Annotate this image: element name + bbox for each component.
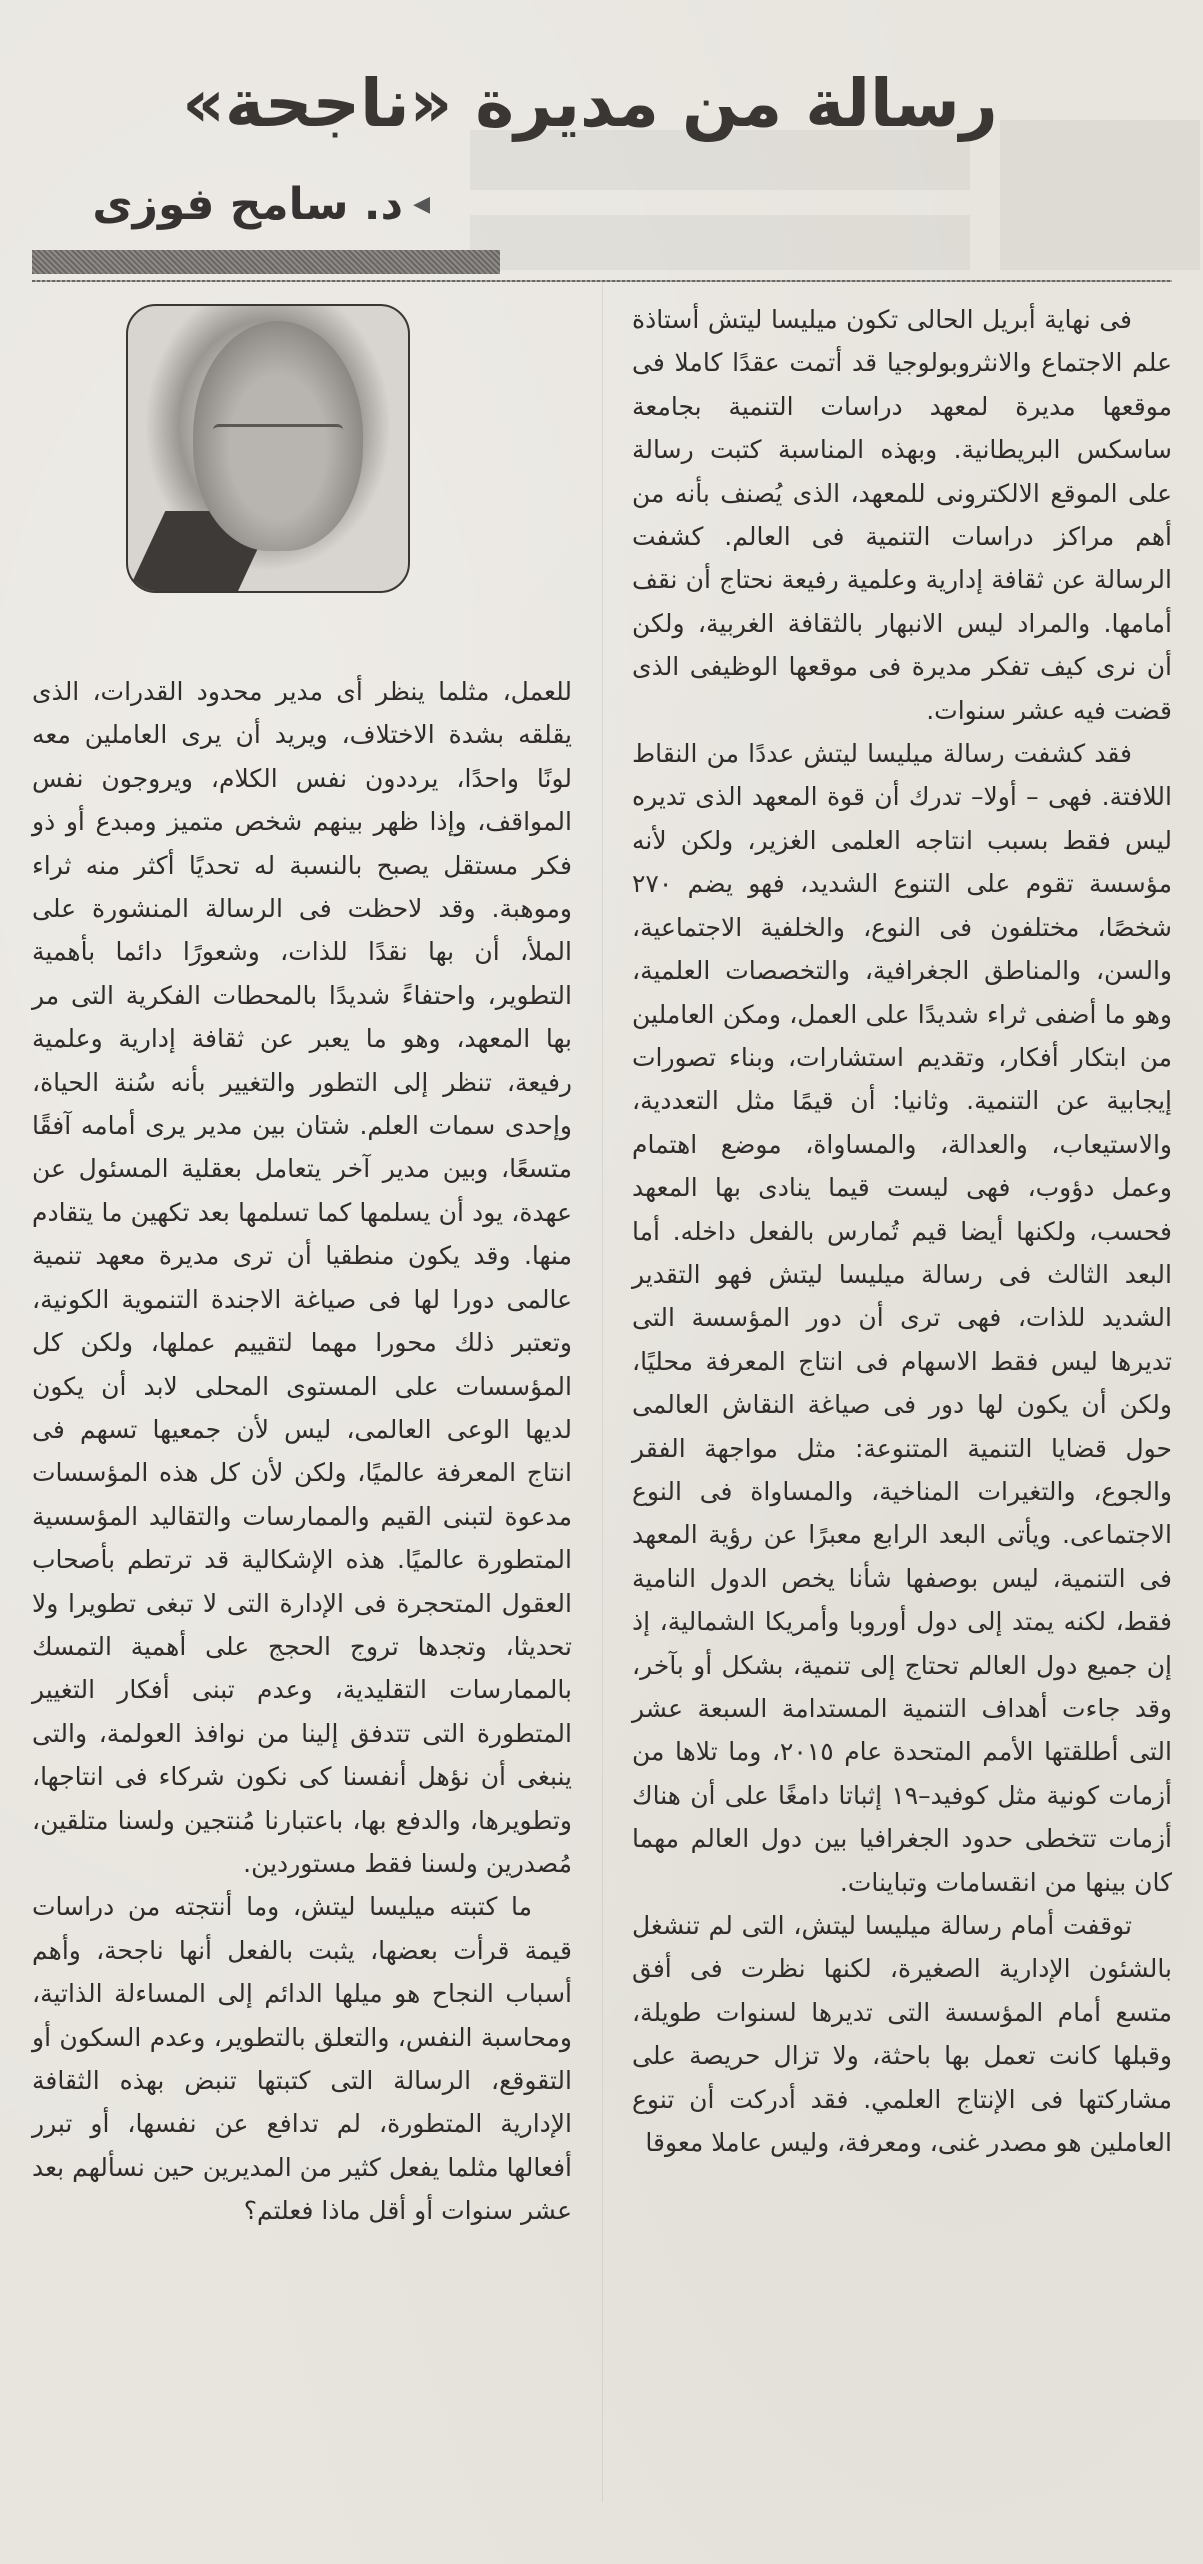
paragraph: للعمل، مثلما ينظر أى مدير محدود القدرات، الذى يقلقه بشدة الاختلاف، ويريد أن يرى العاملين معه لونًا واحدًا، يرددون نفس الكلام، ويروجون نفس المواقف، وإذا ظهر بينهم شخص متميز ومبدع أو ذو فكر مستقل يصبح بالنسبة له تحديًا أكثر منه ثراء وموهبة. وقد لاحظت فى الرسالة المنشورة على الملأ، أن بها نقدًا للذات، وشعورًا دائما بأهمية التطوير، واحتفاءً شديدًا بالمحطات الفكرية التى مر بها المعهد، وهو ما يعبر عن ثقافة إدارية وعلمية رفيعة، تنظر إلى التطور والتغيير بأنه سُنة الحياة، وإحدى سمات العلم. شتان بين مدير يرى أمامه آفقًا متسعًا، وبين مدير آخر يتعامل بعقلية المسئول عن عهدة، يود أن يسلمها كما تسلمها بعد تكهين ما يتقادم منها. وقد يكون منطقيا أن ترى مديرة معهد تنمية عالمى دورا لها فى صياغة الاجندة التنموية الكونية، وتعتبر ذلك محورا مهما لتقييم عملها، ولكن كل المؤسسات على المستوى المحلى لابد أن يكون لديها الوعى العالمى، ليس لأن جمعيها تسهم فى انتاج المعرفة عالميًا، ولكن لأن كل هذه المؤسسات مدعوة لتبنى القيم والممارسات والتقاليد المؤسسية المتطورة عالميًا. هذه الإشكالية قد ترتطم بأصحاب العقول المتحجرة فى الإدارة التى لا تبغى تطويرا ولا تحديثا، وتجدها تروج الحجج على أهمية التمسك بالممارسات التقليدية، وعدم تبنى أفكار التغيير المتطورة التى تتدفق إلينا من نوافذ العولمة، والتى ينبغى أن نؤهل أنفسنا كى نكون شركاء فى انتاجها، وتطويرها، والدفع بها، باعتبارنا مُنتجين ولسنا متلقين، مُصدرين ولسنا فقط مستوردين. [32, 677, 572, 1878]
photo-glasses [213, 424, 343, 455]
paragraph: فى نهاية أبريل الحالى تكون ميليسا ليتش أستاذة علم الاجتماع والانثروبولوجيا قد أتمت عقدًا كاملا فى موقعها مديرة لمعهد دراسات التنمية بجامعة ساسكس البريطانية. وبهذه المناسبة كتبت رسالة على الموقع الالكترونى للمعهد، الذى يُصنف بأنه من أهم مراكز دراسات التنمية فى العالم. كشفت الرسالة عن ثقافة إدارية وعلمية رفيعة نحتاج أن نقف أمامها. والمراد ليس الانبهار بالثقافة الغربية، ولكن أن نرى كيف تفكر مديرة فى موقعها الوظيفى الذى قضت فيه عشر سنوات. [632, 305, 1172, 725]
byline-shaded-bar [32, 250, 500, 274]
author-photo [126, 304, 410, 594]
column-divider [602, 282, 603, 2502]
bleed-through-block [1000, 120, 1200, 270]
author-name: د. سامح فوزى [92, 179, 404, 230]
paragraph: ما كتبته ميليسا ليتش، وما أنتجته من دراسات قيمة قرأت بعضها، يثبت بالفعل أنها ناجحة، وأهم أسباب النجاح هو ميلها الدائم إلى المساءلة الذاتية، ومحاسبة النفس، والتعلق بالتطوير، وعدم السكون أو التقوقع، الرسالة التى كتبتها تنبض بهذه الثقافة الإدارية المتطورة، لم تدافع عن نفسها، أو تبرر أفعالها مثلما يفعل كثير من المديرين حين نسألهم بعد عشر سنوات أو أقل ماذا فعلتم؟ [32, 1892, 572, 2226]
article-headline: رسالة من مديرة «ناجحة» [182, 65, 998, 143]
photo-frame [126, 304, 410, 593]
paragraph: توقفت أمام رسالة ميليسا ليتش، التى لم تنشغل بالشئون الإدارية الصغيرة، لكنها نظرت فى أفق متسع أمام المؤسسة التى تديرها لسنوات طويلة، وقبلها كانت تعمل بها باحثة، ولا تزال حريصة على مشاركتها فى الإنتاج العلمي. فقد أدركت أن تنوع العاملين هو مصدر غنى، ومعرفة، وليس عاملا معوقا [632, 1911, 1172, 2158]
article-column-left [32, 670, 572, 2233]
bleed-through-block [470, 215, 970, 270]
byline [30, 170, 430, 240]
paragraph: فقد كشفت رسالة ميليسا ليتش عددًا من النقاط اللافتة. فهى – أولا– تدرك أن قوة المعهد الذى تديره ليس فقط بسبب انتاجه العلمى الغزير، ولكن لأنه مؤسسة تقوم على التنوع الشديد، فهو يضم ٢٧٠ شخصًا، مختلفون فى النوع، والخلفية الاجتماعية، والسن، والمناطق الجغرافية، والتخصصات العلمية، وهو ما أضفى ثراء شديدًا على العمل، ومكن العاملين من ابتكار أفكار، وتقديم استشارات، وبناء تصورات إيجابية عن التنمية. وثانيا: أن قيمًا مثل التعددية، والاستيعاب، والعدالة، والمساواة، موضع اهتمام وعمل دؤوب، فهى ليست قيما ينادى بها المعهد فحسب، ولكنها أيضا قيم تُمارس بالفعل داخله. أما البعد الثالث فى رسالة ميليسا ليتش فهو التقدير الشديد للذات، فهى ترى أن دور المؤسسة التى تديرها ليس فقط الاسهام فى انتاج المعرفة محليًا، ولكن أن يكون لها دور فى صياغة النقاش العالمى حول قضايا التنمية المتنوعة: مثل مواجهة الفقر والجوع، والتغيرات المناخية، والمساواة فى النوع الاجتماعى. ويأتى البعد الرابع معبرًا عن رؤية المعهد فى التنمية، ليس بوصفها شأنا يخص الدول النامية فقط، لكنه يمتد إلى دول أوروبا وأمريكا الشمالية، إذ إن جميع دول العالم تحتاج إلى تنمية، بشكل أو بآخر، وقد جاءت أهداف التنمية المستدامة السبعة عشر التى أطلقتها الأمم المتحدة عام ٢٠١٥، وما تلاها من أزمات كونية مثل كوفيد–١٩ إثباتا دامغًا على أن هناك أزمات تتخطى حدود الجغرافيا بين دول العالم مهما كان بينها من انقسامات وتباينات. [632, 739, 1172, 1897]
article-column-right [632, 298, 1172, 2164]
triangle-left-icon: ◀ [413, 192, 430, 217]
